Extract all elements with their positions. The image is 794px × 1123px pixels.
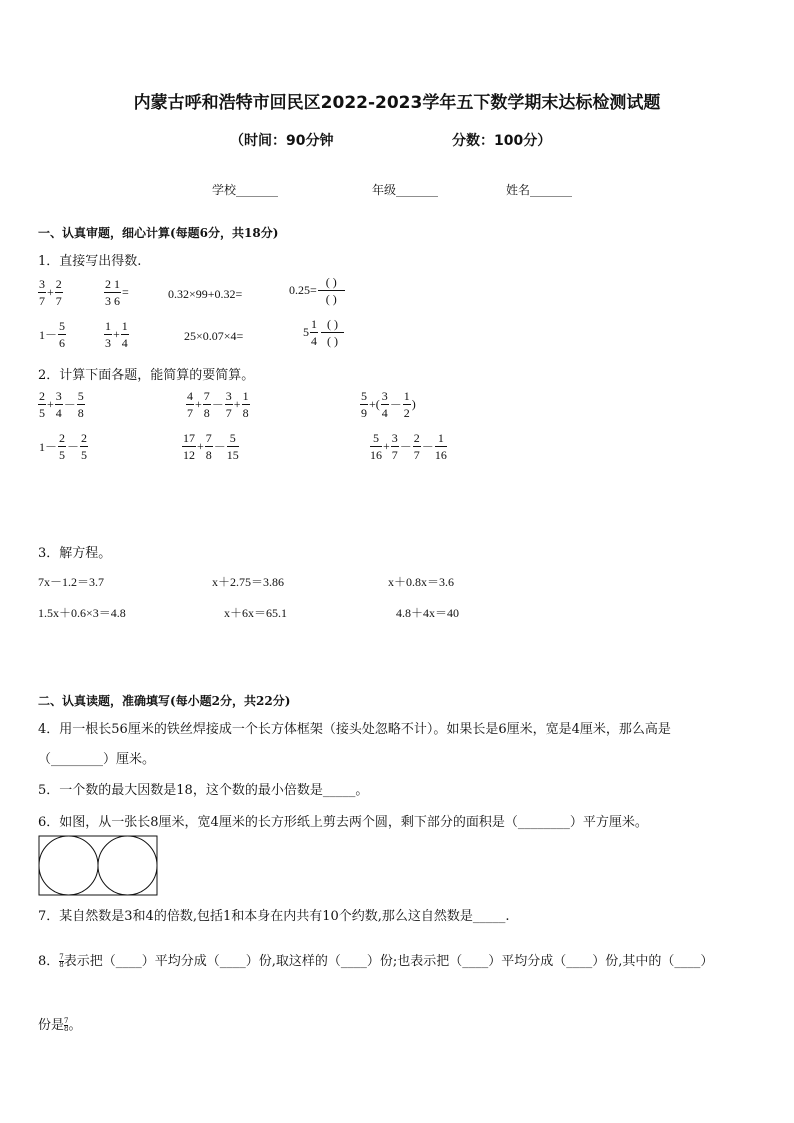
- equation-2: x＋2.75＝3.86: [212, 575, 285, 589]
- name-field[interactable]: 姓名_______: [506, 183, 573, 197]
- q2-expr-3: $\frac{5}{9}$ +( $\frac{3}{4}$ － $\frac{1}{2}$ ): [361, 389, 416, 420]
- q1-item-b: $\frac{2 1}{3 6}$ =: [105, 277, 129, 308]
- q3-prompt: 3．解方程。: [38, 546, 112, 561]
- equation-1: 7x－1.2＝3.7: [38, 575, 105, 589]
- q2-expr-2: $\frac{4}{7}$ + $\frac{7}{8}$ － $\frac{3}{7}$ + $\frac{1}{8}$: [187, 389, 249, 420]
- q2-expr-1: $\frac{2}{5}$ + $\frac{3}{4}$ － $\frac{5}{8}$: [39, 389, 84, 420]
- q2-expr-5: $\frac{17}{12}$ + $\frac{7}{8}$ － $\frac{5}{15}$: [183, 431, 239, 462]
- section1-heading: 一、认真审题，细心计算(每题6分，共18分): [38, 226, 279, 240]
- q2-expr-4: 1－ $\frac{2}{5}$ － $\frac{2}{5}$: [39, 431, 88, 462]
- left-circle: [39, 836, 98, 895]
- q1-item-g: 25×0.07×4=: [184, 329, 244, 343]
- q1-prompt: 1．直接写出得数.: [38, 254, 142, 269]
- equation-3: x＋0.8x＝3.6: [388, 575, 455, 589]
- equation-4: 1.5x＋0.6×3＝4.8: [38, 606, 126, 620]
- q1-item-d: 0.25= $\frac{( )}{( )}$: [288, 276, 345, 305]
- q2-expr-6: $\frac{5}{16}$ + $\frac{3}{7}$ － $\frac{2}{7}$ － $\frac{1}{16}$: [370, 431, 447, 462]
- time-info: （时间：90分钟: [230, 133, 334, 149]
- rectangle-two-circles-figure: [38, 835, 158, 897]
- q4-line1: 4．用一根长56厘米的铁丝焊接成一个长方体框架（接头处忽略不计）。如果长是6厘米，宽是4厘米，那么高是: [38, 722, 671, 737]
- q4-line2: （________）厘米。: [38, 752, 156, 767]
- q5: 5．一个数的最大因数是18，这个数的最小倍数是_____。: [38, 783, 369, 798]
- q8-line2: 份是 $\frac{7}{8}$ 。: [38, 1017, 82, 1033]
- q8-fraction: $\frac{7}{8}$: [59, 953, 64, 969]
- q1-item-c: 0.32×99+0.32=: [168, 287, 243, 301]
- q8-number: 8．: [38, 954, 60, 969]
- right-circle: [98, 836, 157, 895]
- q8-line1: [38, 950, 713, 969]
- q1-item-a: $\frac{3}{7}$ + $\frac{2}{7}$: [39, 277, 62, 308]
- q7: 7．某自然数是3和4的倍数,包括1和本身在内共有10个约数,那么这自然数是_____.: [38, 909, 510, 924]
- q8-fraction-2: $\frac{7}{8}$: [64, 1017, 69, 1033]
- grade-field[interactable]: 年级_______: [372, 183, 439, 197]
- q1-item-f: $\frac{1}{3}$ + $\frac{1}{4}$: [105, 319, 128, 350]
- score-info: 分数：100分）: [452, 133, 552, 149]
- equation-5: x＋6x＝65.1: [224, 606, 288, 620]
- q8-text: 表示把（____）平均分成（____）份,取这样的（____）份;也表示把（____）平均分成（____）份,其中的（____）: [63, 954, 714, 969]
- q2-prompt: 2．计算下面各题，能简算的要简算。: [38, 368, 255, 383]
- equation-6: 4.8＋4x＝40: [396, 606, 460, 620]
- q1-item-h: 5 $\frac{1}{4}$ $\frac{( )}{( )}$: [302, 318, 344, 347]
- q6: 6．如图，从一张长8厘米，宽4厘米的长方形纸上剪去两个圆，剩下部分的面积是（________）平方厘米。: [38, 815, 648, 830]
- school-field[interactable]: 学校_______: [212, 183, 279, 197]
- page-title: 内蒙古呼和浩特市回民区2022-2023学年五下数学期末达标检测试题: [133, 93, 661, 113]
- q1-item-e: 1－ $\frac{5}{6}$: [39, 319, 66, 350]
- section2-heading: 二、认真读题，准确填写(每小题2分，共22分): [38, 694, 291, 708]
